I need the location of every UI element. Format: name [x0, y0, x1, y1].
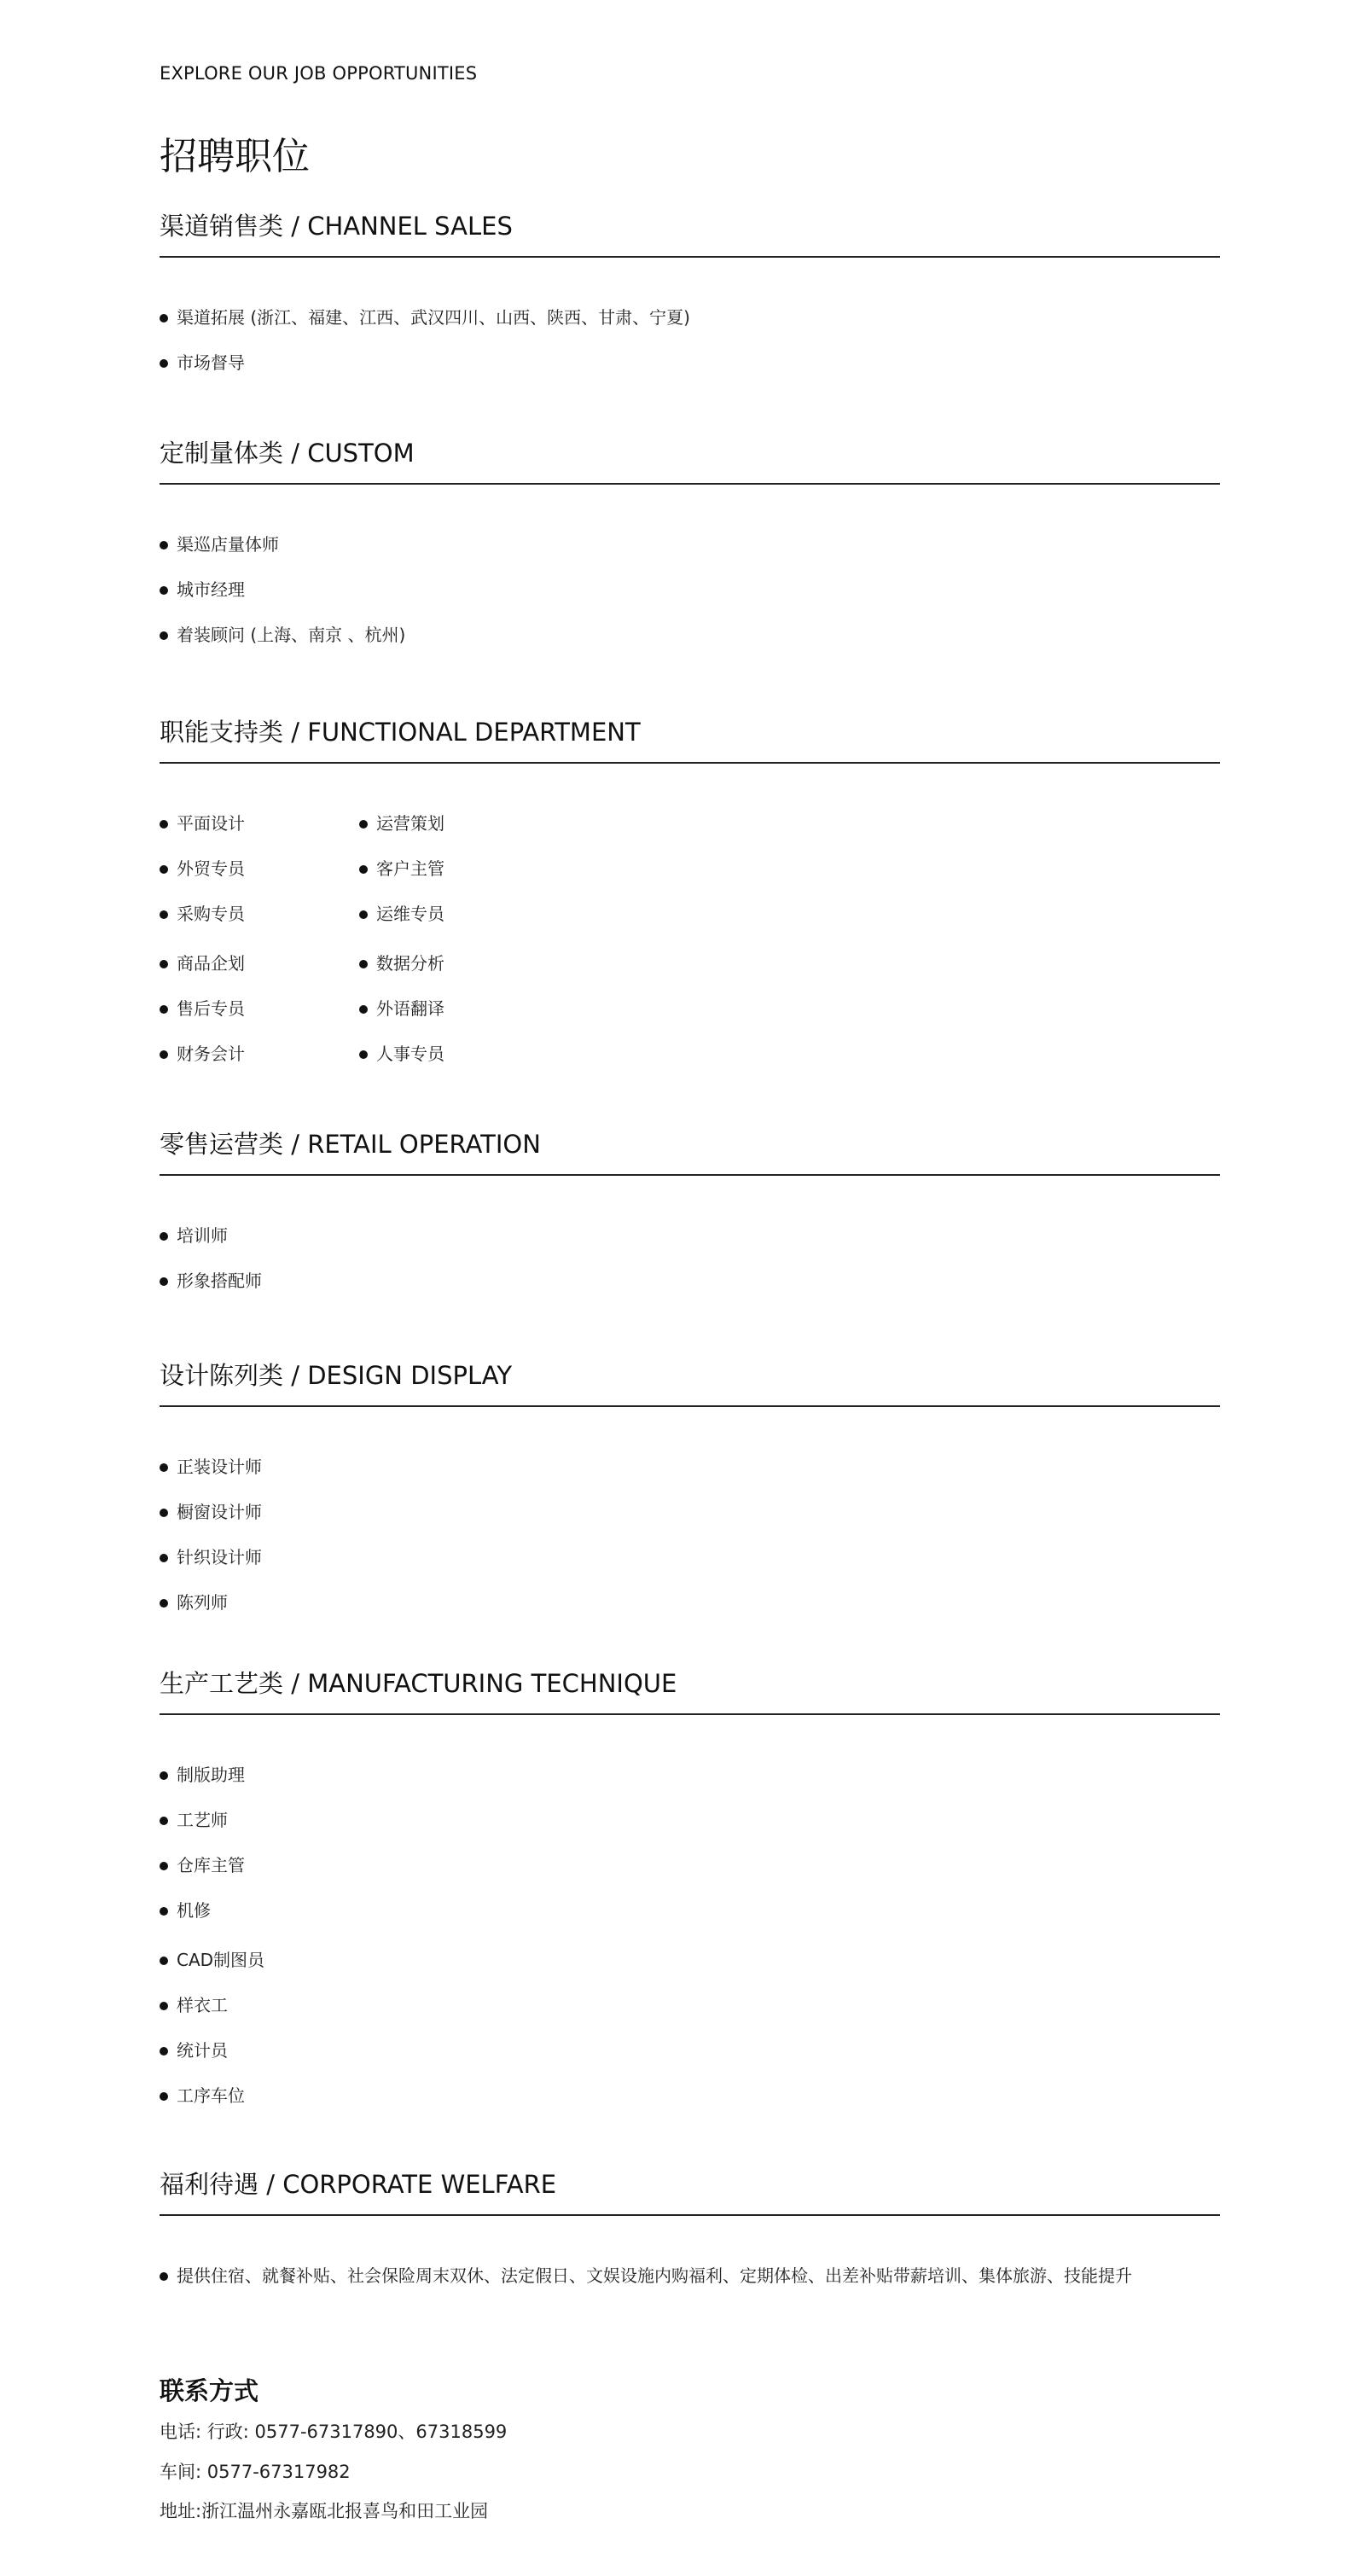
section-functional-department — [160, 712, 1220, 1064]
section-title: 设计陈列类 / DESIGN DISPLAY — [160, 1361, 513, 1390]
list-item — [160, 2038, 228, 2062]
list-item-label: 形象搭配师 — [177, 1271, 262, 1291]
list-item-label: 采购专员 — [177, 904, 245, 924]
contact-phone-admin: 电话: 行政: 0577-67317890、67318599 — [160, 2422, 508, 2442]
list-item — [160, 1455, 262, 1479]
section-design-display — [160, 1356, 1220, 1613]
bullet-icon — [359, 1050, 368, 1059]
bullet-icon — [160, 1509, 168, 1517]
section-title: 零售运营类 / RETAIL OPERATION — [160, 1130, 541, 1159]
list-item-label: 城市经理 — [177, 579, 245, 600]
list-item-label: 着装顾问 (上海、南京 、杭州) — [177, 625, 406, 645]
list-item — [359, 1042, 444, 1066]
section-header — [160, 433, 1220, 485]
bullet-icon — [160, 960, 168, 968]
list-item — [160, 1993, 228, 2017]
list-item — [160, 2264, 1132, 2288]
list-item — [160, 811, 245, 835]
list-item — [160, 951, 245, 975]
list-item — [160, 305, 690, 329]
list-item — [160, 578, 245, 602]
list-item-label: 统计员 — [177, 2040, 228, 2061]
contact-title: 联系方式 — [160, 2376, 259, 2405]
list-item — [160, 1899, 211, 1922]
section-channel-sales — [160, 206, 1220, 373]
list-item-label: 平面设计 — [177, 813, 245, 834]
bullet-icon — [160, 865, 168, 874]
list-item — [160, 623, 405, 647]
bullet-icon — [160, 359, 168, 368]
bullet-icon — [160, 1277, 168, 1286]
list-item-label: 提供住宿、就餐补贴、社会保险周末双休、法定假日、文娱设施内购福利、定期体检、出差补贴带薪培训、集体旅游、技能提升 — [177, 2265, 1132, 2286]
bullet-icon — [160, 1907, 168, 1916]
section-title: 职能支持类 / FUNCTIONAL DEPARTMENT — [160, 718, 641, 747]
list-item-label: 仓库主管 — [177, 1855, 245, 1875]
list-item-label: 工艺师 — [177, 1810, 228, 1830]
bullet-icon — [160, 2002, 168, 2010]
bullet-icon — [160, 2092, 168, 2101]
list-item — [160, 1808, 228, 1832]
section-header — [160, 712, 1220, 764]
list-item-label: 培训师 — [177, 1225, 228, 1246]
list-item-label: 正装设计师 — [177, 1457, 262, 1477]
list-item-label: 橱窗设计师 — [177, 1502, 262, 1522]
list-item — [359, 951, 444, 975]
list-item-label: 渠道拓展 (浙江、福建、江西、武汉四川、山西、陕西、甘肃、宁夏) — [177, 307, 690, 328]
list-item-label: 运营策划 — [376, 813, 444, 834]
section-title: 生产工艺类 / MANUFACTURING TECHNIQUE — [160, 1669, 677, 1698]
bullet-icon — [160, 1232, 168, 1241]
bullet-icon — [160, 314, 168, 323]
bullet-icon — [160, 2272, 168, 2281]
bullet-icon — [359, 1005, 368, 1014]
bullet-icon — [160, 541, 168, 550]
list-item — [359, 811, 444, 835]
list-item-label: 陈列师 — [177, 1592, 228, 1613]
section-title: 定制量体类 / CUSTOM — [160, 439, 415, 468]
list-item-label: CAD制图员 — [177, 1950, 265, 1970]
bullet-icon — [160, 820, 168, 829]
list-item — [160, 1948, 264, 1972]
bullet-icon — [160, 1599, 168, 1608]
bullet-icon — [359, 910, 368, 919]
section-title: 福利待遇 / CORPORATE WELFARE — [160, 2170, 557, 2199]
list-item — [359, 902, 444, 926]
list-item-label: 运维专员 — [376, 904, 444, 924]
list-item-label: 外贸专员 — [177, 858, 245, 879]
section-custom — [160, 433, 1220, 645]
list-item — [160, 351, 245, 375]
section-header — [160, 1664, 1220, 1715]
list-item-label: 客户主管 — [376, 858, 444, 879]
bullet-icon — [160, 586, 168, 595]
list-item-label: 外语翻译 — [376, 998, 444, 1019]
list-item-label: 渠巡店量体师 — [177, 534, 279, 555]
list-item — [160, 1500, 262, 1524]
list-item — [160, 857, 245, 881]
list-item — [160, 1853, 245, 1877]
page-title: 招聘职位 — [160, 135, 310, 179]
bullet-icon — [160, 910, 168, 919]
bullet-icon — [160, 2047, 168, 2056]
list-item — [160, 1042, 245, 1066]
list-item — [160, 1224, 228, 1247]
section-header — [160, 1125, 1220, 1176]
list-item-label: 数据分析 — [376, 953, 444, 974]
list-item-label: 样衣工 — [177, 1995, 228, 2015]
contact-phone-workshop: 车间: 0577-67317982 — [160, 2462, 351, 2482]
bullet-icon — [160, 1817, 168, 1825]
bullet-icon — [359, 820, 368, 829]
list-item-label: 针织设计师 — [177, 1547, 262, 1567]
list-item — [160, 902, 245, 926]
section-title: 渠道销售类 / CHANNEL SALES — [160, 212, 513, 241]
contact-address: 地址:浙江温州永嘉瓯北报喜鸟和田工业园 — [160, 2501, 489, 2521]
bullet-icon — [160, 631, 168, 640]
list-item-label: 工序车位 — [177, 2085, 245, 2106]
list-item-label: 市场督导 — [177, 352, 245, 373]
list-item-label: 机修 — [177, 1900, 211, 1921]
list-item — [359, 857, 444, 881]
list-item — [160, 997, 245, 1021]
eyebrow-text: EXPLORE OUR JOB OPPORTUNITIES — [160, 63, 478, 84]
bullet-icon — [160, 1862, 168, 1870]
list-item — [160, 1590, 228, 1614]
list-item-label: 财务会计 — [177, 1044, 245, 1064]
list-item — [359, 997, 444, 1021]
list-item — [160, 2084, 245, 2108]
list-item-label: 商品企划 — [177, 953, 245, 974]
section-corporate-welfare — [160, 2165, 1220, 2286]
section-header — [160, 2165, 1220, 2216]
bullet-icon — [160, 1957, 168, 1965]
list-item — [160, 1269, 262, 1293]
section-manufacturing-technique — [160, 1664, 1220, 2106]
bullet-icon — [160, 1554, 168, 1562]
section-header — [160, 206, 1220, 258]
section-header — [160, 1356, 1220, 1407]
bullet-icon — [160, 1050, 168, 1059]
bullet-icon — [160, 1771, 168, 1780]
section-retail-operation — [160, 1125, 1220, 1291]
list-item-label: 人事专员 — [376, 1044, 444, 1064]
bullet-icon — [160, 1463, 168, 1472]
list-item — [160, 532, 279, 556]
list-item-label: 售后专员 — [177, 998, 245, 1019]
bullet-icon — [160, 1005, 168, 1014]
bullet-icon — [359, 960, 368, 968]
list-item — [160, 1763, 245, 1787]
bullet-icon — [359, 865, 368, 874]
list-item-label: 制版助理 — [177, 1765, 245, 1785]
list-item — [160, 1545, 262, 1569]
